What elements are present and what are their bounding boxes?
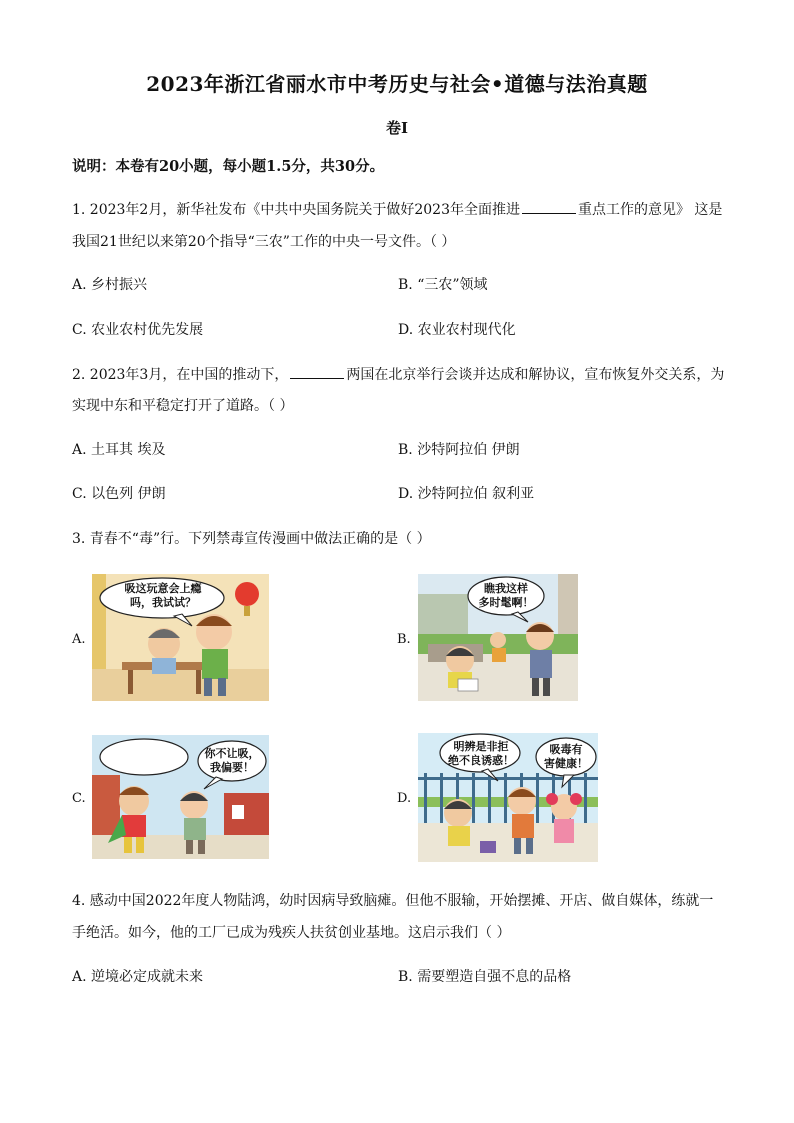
comic-d-speech-2: 绝不良诱惑！ (448, 754, 514, 767)
q3-option-c[interactable]: C. (72, 791, 86, 806)
section-heading: 卷I (385, 119, 409, 137)
comic-c-speech-2: 我偏要！ (210, 761, 254, 774)
page-title: 2023年浙江省丽水市中考历史与社会•道德与法治真题 (146, 72, 648, 96)
comic-a-speech-2: 吗，我试试？ (130, 596, 196, 609)
q2-option-a[interactable]: A. 土耳其 埃及 (72, 442, 166, 458)
q4-option-a[interactable]: A. 逆境必定成就未来 (72, 969, 204, 985)
q3-option-b[interactable]: B. (397, 632, 411, 647)
question-1-text-a: 1. 2023年2月，新华社发布《中共中央国务院关于做好2023年全面推进 (72, 202, 520, 218)
question-1-text-b: 重点工作的意见》 这是 (577, 202, 723, 218)
q1-option-d[interactable]: D. 农业农村现代化 (398, 322, 516, 338)
q4-option-b[interactable]: B. 需要塑造自强不息的品格 (398, 969, 572, 985)
question-2-line-2: 实现中东和平稳定打开了道路。（ ） (72, 398, 294, 414)
comic-d-speech-4: 害健康！ (544, 757, 588, 770)
comic-panel-a[interactable] (92, 574, 269, 701)
q1-option-b[interactable]: B. “三农”领域 (398, 277, 488, 293)
question-4-line-2: 手绝活。如今，他的工厂已成为残疾人扶贫创业基地。这启示我们（ ） (72, 925, 511, 941)
question-1-line-1 (72, 199, 722, 219)
q2-option-c[interactable]: C. 以色列 伊朗 (72, 486, 166, 502)
q2-option-b[interactable]: B. 沙特阿拉伯 伊朗 (398, 442, 520, 458)
comic-b-speech-2: 多时髦啊！ (478, 596, 534, 609)
question-2-text-b: 两国在北京举行会谈并达成和解协议，宣布恢复外交关系，为 (346, 367, 725, 383)
instruction-note: 说明：本卷有20小题，每小题1.5分，共30分。 (72, 158, 385, 175)
answer-blank (290, 377, 344, 379)
comic-d-speech-1: 明辨是非拒 (453, 740, 509, 753)
question-2-text-a: 2. 2023年3月，在中国的推动下， (72, 367, 289, 383)
comic-panel-d[interactable] (418, 733, 598, 862)
q1-option-a[interactable]: A. 乡村振兴 (72, 277, 148, 293)
comic-a-speech-1: 吸这玩意会上瘾 (124, 582, 202, 595)
comic-b-speech-1: 瞧我这样 (484, 582, 528, 595)
comic-c-speech-1: 你不让吸， (204, 747, 260, 760)
q3-option-a[interactable]: A. (72, 632, 86, 647)
comic-d-speech-3: 吸毒有 (549, 743, 583, 756)
q1-option-c[interactable]: C. 农业农村优先发展 (72, 322, 204, 338)
question-1-line-2: 我国21世纪以来第20个指导“三农”工作的中央一号文件。（ ） (72, 234, 456, 250)
comic-panel-b[interactable] (418, 574, 578, 701)
q2-option-d[interactable]: D. 沙特阿拉伯 叙利亚 (398, 486, 535, 502)
answer-blank (522, 212, 576, 214)
question-4-line-1: 4. 感动中国2022年度人物陆鸿，幼时因病导致脑瘫。但他不服输，开始摆摊、开店、做自媒体，练就一 (72, 893, 714, 909)
question-3-line-1: 3. 青春不“毒”行。下列禁毒宣传漫画中做法正确的是（ ） (72, 531, 431, 547)
q3-option-d[interactable]: D. (397, 791, 412, 806)
question-2-line-1 (72, 364, 724, 384)
comic-panel-c[interactable] (92, 735, 269, 859)
